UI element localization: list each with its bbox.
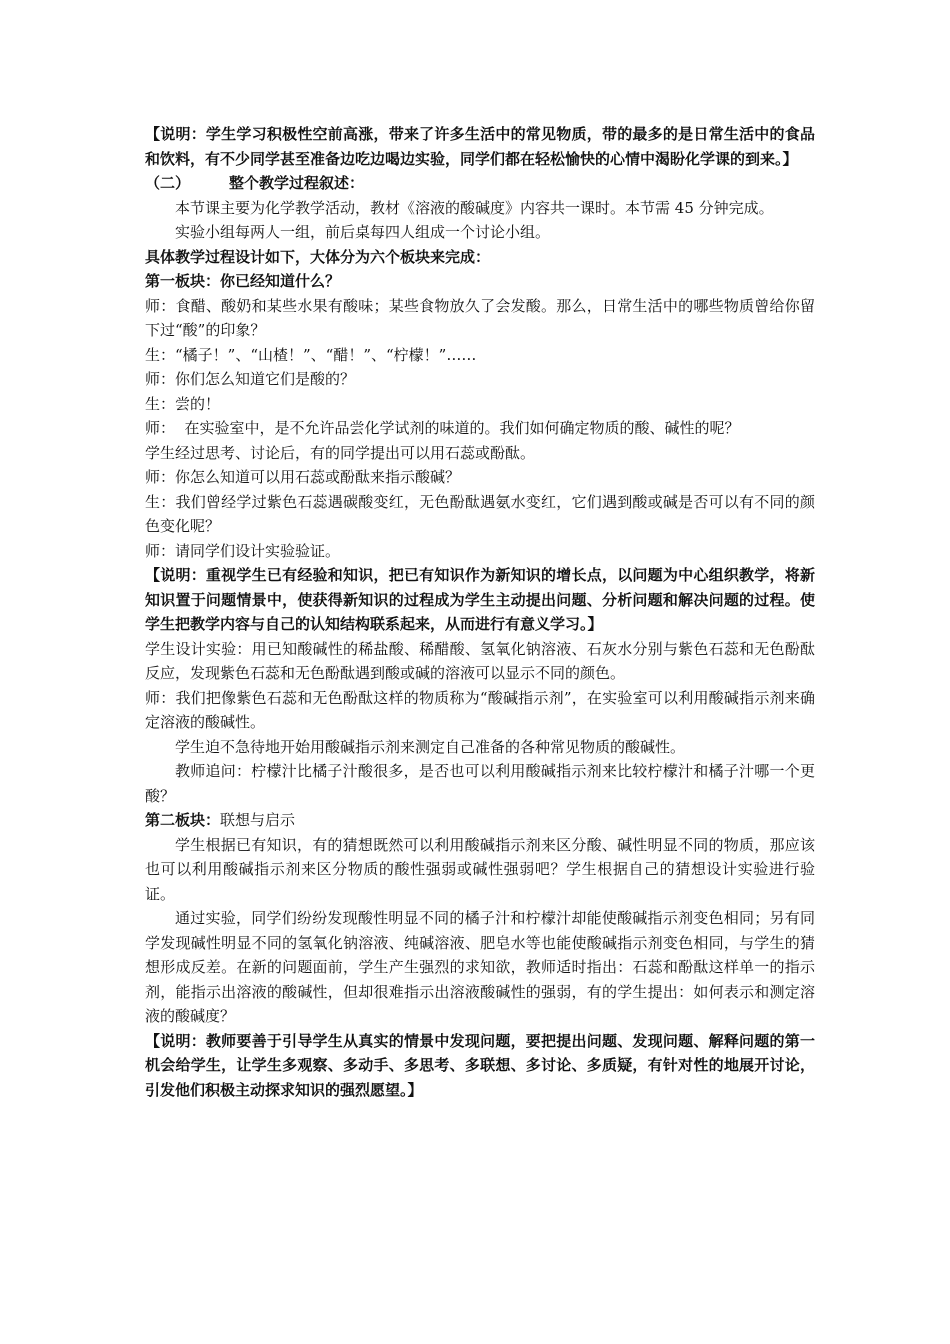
- process-intro: 具体教学过程设计如下，大体分为六个板块来完成：: [145, 247, 491, 266]
- dialogue-line-8: 生：我们曾经学过紫色石蕊遇碳酸变红，无色酚酞遇氨水变红，它们遇到酸或碱是否可以有不同的颜色变化呢？: [145, 492, 815, 535]
- body-paragraph-2: 实验小组每两人一组，前后桌每四人组成一个讨论小组。: [175, 223, 551, 241]
- block-2-heading: [145, 808, 815, 833]
- document-page: [145, 122, 815, 1102]
- block-2-label: 第二板块：: [145, 811, 221, 829]
- dialogue-line-10: 学生设计实验：用已知酸碱性的稀盐酸、稀醋酸、氢氧化钠溶液、石灰水分别与紫色石蕊和无色酚酞反应，发现紫色石蕊和无色酚酞遇到酸或碱的溶液可以显示不同的颜色。: [145, 639, 815, 682]
- dialogue-line-7: 师：你怎么知道可以用石蕊或酚酞来指示酸碱？: [145, 468, 461, 486]
- section-number: （二）: [145, 174, 191, 192]
- section-heading: [145, 171, 815, 196]
- section-title: 整个教学过程叙述：: [229, 174, 365, 192]
- body-paragraph-4: 通过实验，同学们纷纷发现酸性明显不同的橘子汁和柠檬汁却能使酸碱指示剂变色相同；另有同学发现碱性明显不同的氢氧化钠溶液、纯碱溶液、肥皂水等也能使酸碱指示剂变色相同，与学生的猜想形成反差。在新的问题面前，学生产生强烈的求知欲，教师适时指出：石蕊和酚酞这样单一的指示剂，能指示出溶液的酸碱性，但却很难指示出溶液酸碱性的强弱，有的学生提出：如何表示和测定溶液的酸碱度？: [145, 909, 815, 1025]
- dialogue-line-1: 师：食醋、酸奶和某些水果有酸味；某些食物放久了会发酸。那么，日常生活中的哪些物质曾给你留下过“酸”的印象？: [145, 296, 815, 339]
- dialogue-line-4: 生：尝的！: [145, 394, 221, 413]
- note-paragraph-1: 【说明：学生学习积极性空前高涨，带来了许多生活中的常见物质，带的最多的是日常生活中的食品和饮料，有不少同学甚至准备边吃边喝边实验，同学们都在轻松愉快的心情中渴盼化学课的到来。】: [145, 125, 815, 168]
- dialogue-line-3: 师：你们怎么知道它们是酸的？: [145, 370, 356, 388]
- dialogue-line-5: 师： 在实验室中，是不允许品尝化学试剂的味道的。我们如何确定物质的酸、碱性的呢？: [145, 419, 740, 437]
- dialogue-line-2: 生：“橘子！”、“山楂！”、“醋！”、“柠檬！”……: [145, 345, 477, 364]
- note-paragraph-2: 【说明：重视学生已有经验和知识，把已有知识作为新知识的增长点，以问题为中心组织教学，将新知识置于问题情景中，使获得新知识的过程成为学生主动提出问题、分析问题和解决问题的过程。使学生把教学内容与自己的认知结构联系起来，从而进行有意义学习。】: [145, 566, 815, 633]
- dialogue-line-6: 学生经过思考、讨论后，有的同学提出可以用石蕊或酚酞。: [145, 443, 536, 462]
- body-paragraph-3: 学生根据已有知识，有的猜想既然可以利用酸碱指示剂来区分酸、碱性明显不同的物质，那应该也可以利用酸碱指示剂来区分物质的酸性强弱或碱性强弱吧？学生根据自己的猜想设计实验进行验证。: [145, 835, 815, 903]
- block-2-title: 联想与启示: [220, 811, 296, 829]
- body-paragraph-1: 本节课主要为化学教学活动，教材《溶液的酸碱度》内容共一课时。本节需 45 分钟完成。: [175, 198, 774, 217]
- dialogue-line-9: 师：请同学们设计实验验证。: [145, 541, 341, 560]
- block-1-heading: 第一板块：你已经知道什么？: [145, 272, 341, 290]
- dialogue-line-12: 学生迫不急待地开始用酸碱指示剂来测定自己准备的各种常见物质的酸碱性。: [175, 737, 686, 756]
- dialogue-line-11: 师：我们把像紫色石蕊和无色酚酞这样的物质称为“酸碱指示剂”，在实验室可以利用酸碱指示剂来确定溶液的酸碱性。: [145, 688, 815, 731]
- note-paragraph-3: 【说明：教师要善于引导学生从真实的情景中发现问题，要把提出问题、发现问题、解释问题的第一机会给学生，让学生多观察、多动手、多思考、多联想、多讨论、多质疑，有针对性的地展开讨论，引发他们积极主动探求知识的强烈愿望。】: [145, 1031, 815, 1099]
- dialogue-line-13: 教师追问：柠檬汁比橘子汁酸很多，是否也可以利用酸碱指示剂来比较柠檬汁和橘子汁哪一个更酸？: [145, 762, 815, 805]
